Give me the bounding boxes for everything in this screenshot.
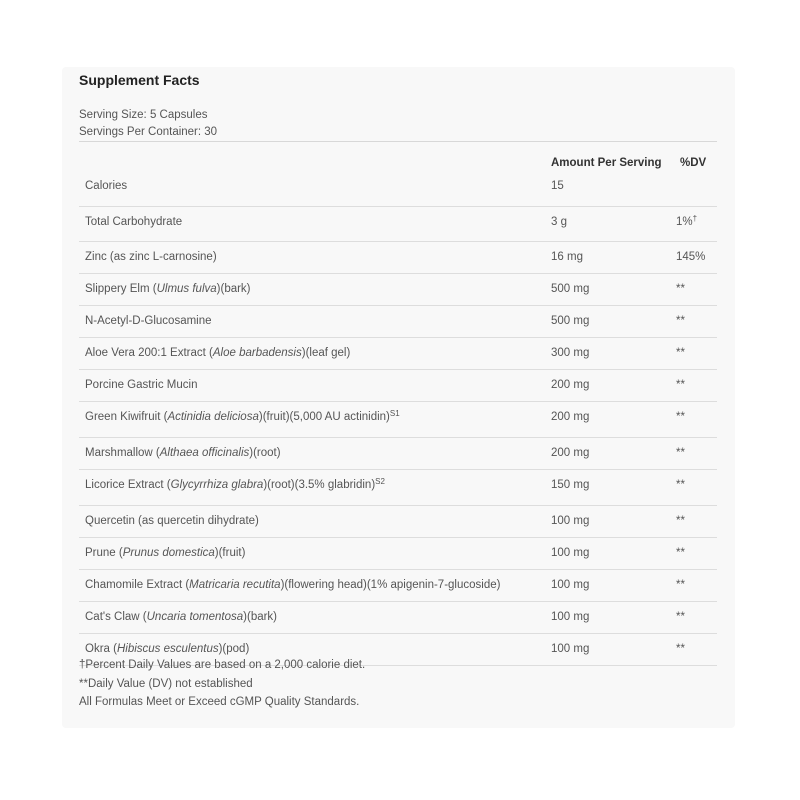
ingredient-text: )(fruit)	[214, 547, 246, 559]
amount-per-serving: 100 mg	[551, 547, 590, 559]
scientific-name: Prunus domestica	[122, 547, 215, 559]
footnote-marker: S2	[375, 477, 385, 486]
ingredient-text: )(bark)	[243, 611, 278, 623]
table-row	[79, 602, 717, 634]
ingredient-name	[85, 506, 259, 536]
footnote-gmp: All Formulas Meet or Exceed cGMP Quality Standards.	[79, 696, 360, 708]
daily-value	[676, 470, 685, 500]
table-row	[79, 171, 717, 207]
ingredient-text: Total Carbohydrate	[85, 216, 183, 228]
daily-value-text: 1%	[676, 216, 693, 228]
ingredient-text: Porcine Gastric Mucin	[85, 379, 198, 391]
daily-value	[676, 438, 685, 468]
daily-value-text: **	[676, 643, 685, 655]
ingredient-name	[85, 602, 277, 632]
scientific-name: Glycyrrhiza glabra	[170, 479, 264, 491]
scientific-name: Hibiscus esculentus	[116, 643, 219, 655]
footnotes	[79, 656, 365, 712]
ingredient-text: )(fruit)(5,000 AU actinidin)	[258, 411, 390, 423]
serving-info	[79, 107, 217, 141]
amount-per-serving: 200 mg	[551, 447, 590, 459]
ingredient-name	[85, 338, 350, 368]
ingredient-name	[85, 402, 400, 432]
daily-value	[676, 207, 697, 237]
amount-per-serving: 100 mg	[551, 515, 590, 527]
table-row	[79, 207, 717, 242]
scientific-name: Matricaria recutita	[189, 579, 281, 591]
daily-value	[676, 538, 685, 568]
table-row	[79, 402, 717, 438]
amount-per-serving: 200 mg	[551, 411, 590, 423]
ingredient-name	[85, 470, 385, 500]
supplement-facts-panel	[62, 67, 735, 728]
ingredient-name	[85, 570, 500, 600]
scientific-name: Ulmus fulva	[156, 283, 217, 295]
ingredient-name	[85, 274, 251, 304]
table-row	[79, 506, 717, 538]
amount-per-serving: 100 mg	[551, 643, 590, 655]
amount-per-serving: 100 mg	[551, 611, 590, 623]
daily-value-text: **	[676, 479, 685, 491]
ingredient-text: Slippery Elm (	[85, 283, 157, 295]
daily-value	[676, 402, 685, 432]
footnote-marker: S1	[389, 409, 400, 418]
daily-value	[676, 274, 685, 304]
daily-value-text: **	[676, 315, 685, 327]
table-row	[79, 538, 717, 570]
amount-per-serving: 15	[551, 180, 564, 192]
daily-value-text: **	[676, 515, 685, 527]
ingredient-text: Prune (	[85, 547, 123, 559]
table-row	[79, 338, 717, 370]
ingredient-name	[85, 171, 127, 201]
daily-value-text: **	[676, 547, 685, 559]
panel-title: Supplement Facts	[79, 72, 200, 88]
nutrient-table	[79, 171, 717, 666]
table-row	[79, 306, 717, 338]
ingredient-text: Zinc (as zinc L-carnosine)	[85, 251, 217, 263]
daily-value	[676, 634, 685, 664]
ingredient-text: )(pod)	[218, 643, 250, 655]
table-row	[79, 242, 717, 274]
dv-column-header: %DV	[680, 157, 707, 169]
amount-per-serving: 200 mg	[551, 379, 590, 391]
daily-value	[676, 570, 685, 600]
daily-value	[676, 506, 685, 536]
ingredient-text: Chamomile Extract (	[85, 579, 190, 591]
footnote-daily-values: †Percent Daily Values are based on a 2,000 calorie diet.	[79, 659, 366, 671]
ingredient-name	[85, 538, 245, 568]
table-row	[79, 370, 717, 402]
amount-per-serving: 300 mg	[551, 347, 590, 359]
ingredient-name	[85, 370, 197, 400]
ingredient-text: Aloe Vera 200:1 Extract (	[85, 347, 213, 359]
servings-per-container: Servings Per Container: 30	[79, 126, 218, 138]
ingredient-text: Licorice Extract (	[85, 479, 171, 491]
dagger-marker: †	[692, 214, 698, 223]
ingredient-name	[85, 306, 212, 336]
table-row	[79, 274, 717, 306]
ingredient-name	[85, 242, 217, 272]
scientific-name: Althaea officinalis	[159, 447, 250, 459]
footnote-dv-not-established: **Daily Value (DV) not established	[79, 677, 253, 690]
ingredient-text: Calories	[85, 180, 128, 192]
daily-value	[676, 338, 685, 368]
amount-per-serving: 3 g	[551, 216, 567, 228]
daily-value-text: **	[676, 411, 685, 423]
daily-value-text: 145%	[676, 251, 706, 263]
daily-value-text: **	[676, 447, 685, 459]
ingredient-text: Cat's Claw (	[85, 611, 147, 623]
table-row	[79, 570, 717, 602]
ingredient-text: )(flowering head)(1% apigenin-7-glucoside)	[280, 579, 501, 591]
daily-value-text: **	[676, 579, 685, 591]
ingredient-name	[85, 438, 281, 468]
ingredient-text: )(root)	[249, 447, 281, 459]
header-divider	[79, 141, 717, 142]
ingredient-text: Marshmallow (	[85, 447, 160, 459]
daily-value-text: **	[676, 611, 685, 623]
amount-per-serving: 100 mg	[551, 579, 590, 591]
daily-value	[676, 370, 685, 400]
daily-value-text: **	[676, 347, 685, 359]
ingredient-text: Quercetin (as quercetin dihydrate)	[85, 515, 259, 527]
scientific-name: Uncaria tomentosa	[146, 611, 244, 623]
amount-column-header: Amount Per Serving	[551, 157, 662, 169]
serving-size: Serving Size: 5 Capsules	[79, 109, 208, 121]
table-row	[79, 470, 717, 506]
ingredient-text: )(root)(3.5% glabridin)	[263, 479, 376, 491]
daily-value-text: **	[676, 379, 685, 391]
amount-per-serving: 150 mg	[551, 479, 590, 491]
amount-per-serving: 500 mg	[551, 315, 590, 327]
daily-value	[676, 242, 705, 272]
ingredient-text: Green Kiwifruit (	[85, 411, 168, 423]
table-row	[79, 438, 717, 470]
ingredient-text: Okra (	[85, 643, 117, 655]
daily-value	[676, 602, 685, 632]
amount-per-serving: 500 mg	[551, 283, 590, 295]
amount-per-serving: 16 mg	[551, 251, 583, 263]
ingredient-name	[85, 207, 182, 237]
ingredient-text: )(leaf gel)	[301, 347, 351, 359]
daily-value-text: **	[676, 283, 685, 295]
scientific-name: Actinidia deliciosa	[167, 411, 259, 423]
daily-value	[676, 306, 685, 336]
ingredient-text: N-Acetyl-D-Glucosamine	[85, 315, 212, 327]
ingredient-text: )(bark)	[216, 283, 251, 295]
scientific-name: Aloe barbadensis	[212, 347, 302, 359]
